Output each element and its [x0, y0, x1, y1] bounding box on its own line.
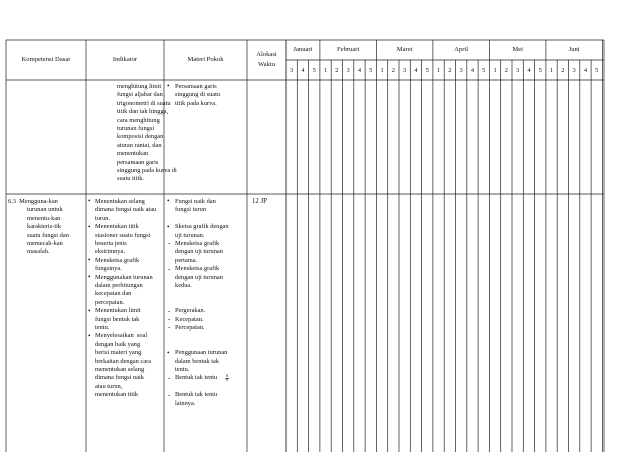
bullet-icon: •	[167, 82, 170, 91]
bullet-icon: •	[167, 197, 170, 206]
row2-materi-line: lainnya.	[175, 399, 196, 407]
header-kompetensi: Kompetensi Dasar	[21, 56, 71, 63]
week-number-label: 3	[403, 67, 407, 74]
row1-indikator-line: menghitung limit	[117, 83, 162, 90]
week-number-label: 4	[301, 67, 305, 74]
week-number-label: 3	[459, 67, 463, 74]
row2-materi-line: kedua.	[175, 282, 192, 289]
dash-marker-icon: -	[168, 239, 171, 248]
dash-marker-icon: -	[168, 323, 171, 332]
bullet-icon: •	[88, 273, 91, 281]
row2-materi-line: dengan uji turunan	[175, 248, 223, 256]
row2-indikator-line: dengan baik yang	[95, 340, 141, 348]
week-number-label: 2	[504, 67, 508, 74]
week-number-label: 5	[482, 67, 486, 74]
row2-materi-line: Mensketsa grafik	[175, 240, 220, 247]
row1-indikator-line: komposisi dengan	[117, 133, 164, 141]
row1-indikator-line: fungsi aljabar dan	[117, 91, 163, 99]
row2-indikator-line: tentu.	[95, 324, 110, 331]
row2-indikator-line: berisi materi yang	[95, 349, 142, 357]
row2-alokasi-value: 12 JP	[252, 198, 267, 205]
row2-indikator-line: beserta jenis	[95, 240, 127, 247]
row2-indikator-line: menentukan selang	[95, 366, 145, 373]
row2-materi-line: Bentuk tak tentu	[175, 374, 218, 382]
row2-indikator-line: Menentukan limit	[95, 307, 141, 315]
row2-kompetensi-line: suatu fungsi dan	[27, 231, 69, 239]
month-label-april: April	[454, 46, 469, 53]
row2-materi-line: Pergerakan.	[175, 307, 206, 315]
bullet-icon: •	[88, 197, 91, 206]
week-number-label: 5	[369, 67, 373, 74]
row2-indikator-line: turun.	[95, 214, 111, 222]
row1-indikator-line: titik dan tak hingga,	[117, 108, 169, 116]
week-number-label: 1	[493, 67, 497, 74]
dash-marker-icon: -	[168, 373, 171, 382]
row2-materi-line: Penggunaan turunan	[175, 349, 228, 357]
bullet-icon: •	[88, 222, 91, 231]
row2-materi-line: dalam bentuk tak	[175, 357, 220, 365]
row2-indikator-line: Menentukan titik	[95, 223, 139, 231]
row1-indikator-line: suatu titik.	[117, 175, 144, 183]
bullet-icon: •	[88, 306, 91, 315]
row2-kompetensi-line: masalah.	[27, 248, 50, 256]
row2-indikator-line: dalam perhitungan	[95, 282, 143, 289]
header-alokasi-1: Alokasi	[256, 51, 277, 58]
row2-kompetensi-line: menentu-kan	[27, 214, 61, 222]
row2-indikator-line: menentukan titik	[95, 391, 139, 399]
month-label-januari: Januari	[293, 46, 313, 53]
row2-materi-line: Fungsi naik dan	[175, 198, 216, 205]
dash-marker-icon: -	[168, 390, 171, 399]
row2-materi-line: Sketsa grafik dengan	[175, 223, 229, 231]
week-number-label: 4	[583, 67, 588, 74]
week-number-label: 4	[414, 67, 418, 74]
fraction-numerator: 0	[225, 372, 229, 378]
week-number-label: 5	[312, 67, 316, 74]
row2-materi-line: Kecepatan.	[175, 315, 204, 323]
week-number-label: 1	[380, 67, 384, 74]
row2-materi-line: uji turunan.	[175, 231, 205, 239]
row2-indikator-line: stasioner suatu fungsi	[95, 231, 151, 239]
row2-materi-line: fungsi turun	[175, 206, 207, 214]
row1-indikator-line: aturan rantai, dan	[117, 141, 162, 149]
bullet-icon: •	[88, 331, 91, 340]
week-number-label: 2	[335, 67, 339, 74]
row1-materi-line: titik pada kurva.	[175, 99, 217, 107]
bullet-icon: •	[167, 348, 170, 357]
week-number-label: 3	[346, 67, 350, 74]
row2-indikator-line: fungsi bentuk tak	[95, 315, 140, 323]
row1-indikator-line: turunan fungsi	[117, 125, 155, 132]
week-number-label: 3	[572, 67, 576, 74]
row2-indikator-line: dimana fungsi naik atau	[95, 206, 157, 214]
row2-materi-line: Percepatan.	[175, 324, 205, 331]
row2-indikator-line: atau turun,	[95, 382, 123, 390]
dash-marker-icon: -	[168, 264, 171, 273]
month-label-maret: Maret	[396, 46, 413, 53]
row1-indikator-line: singgung pada kurva di	[117, 167, 177, 174]
bullet-icon: •	[88, 256, 91, 265]
row2-materi-line: Mensketsa grafik	[175, 265, 220, 273]
week-number-label: 5	[425, 67, 429, 74]
row2-indikator-line: Menentukan selang	[95, 198, 145, 205]
row1-materi-line: singgung di suatu	[175, 91, 221, 99]
row2-indikator-line: Menyelesaikan soal	[95, 332, 148, 340]
row2-indikator-line: percepatan.	[95, 298, 125, 306]
dash-marker-icon: -	[168, 306, 171, 315]
bullet-icon: •	[167, 222, 170, 231]
week-number-label: 2	[391, 67, 395, 74]
row2-indikator-line: berkaitan dengan cara	[95, 357, 152, 365]
row2-kompetensi-line: turunan untuk	[27, 206, 63, 214]
row2-kompetensi-line: memecah-kan	[27, 240, 63, 247]
month-label-februari: Februari	[336, 46, 360, 53]
header-materi: Materi Pokok	[187, 56, 224, 63]
week-number-label: 4	[527, 67, 531, 74]
week-number-label: 3	[516, 67, 520, 74]
week-number-label: 1	[323, 67, 328, 74]
header-alokasi-2: Waktu	[257, 61, 276, 68]
week-number-label: 1	[549, 67, 554, 74]
dash-marker-icon: -	[168, 315, 171, 323]
row1-indikator-line: trigonometri di suatu	[117, 99, 171, 107]
week-number-label: 5	[595, 67, 599, 74]
row2-indikator-line: dimana fungsi naik	[95, 374, 144, 382]
row2-indikator-line: Menggunakan turunan	[95, 273, 153, 281]
row1-indikator-line: cara menghitung	[117, 116, 160, 124]
row2-indikator-line: ekstrimnya.	[95, 248, 125, 256]
row2-materi-line: dengan uji turunan	[175, 273, 223, 281]
row2-kompetensi-line: karakteris-tik	[27, 223, 62, 231]
row2-materi-line: pertama.	[175, 256, 198, 264]
month-label-juni: Juni	[568, 46, 580, 53]
week-number-label: 4	[470, 67, 475, 74]
row2-kompetensi-line: 6.3 Mengguna-kan	[8, 198, 58, 205]
row2-indikator-line: Mensketsa grafik	[95, 256, 140, 264]
week-number-label: 5	[538, 67, 542, 74]
row2-materi-line: Bentuk tak tentu	[175, 391, 218, 399]
row1-indikator-line: menentukan	[117, 150, 149, 158]
row2-materi-line: tentu.	[175, 366, 190, 373]
week-number-label: 1	[436, 67, 441, 74]
week-number-label: 2	[448, 67, 452, 74]
header-indikator: Indikator	[112, 56, 138, 63]
row2-indikator-line: fungsinya.	[95, 265, 122, 273]
row1-indikator-line: persamaan garis	[117, 158, 159, 166]
row2-indikator-line: kecepatan dan	[95, 290, 132, 298]
week-number-label: 4	[357, 67, 362, 74]
week-number-label: 3	[290, 67, 294, 74]
month-label-mei: Mei	[512, 46, 523, 53]
week-number-label: 2	[561, 67, 565, 74]
fraction-denominator: 0	[225, 377, 229, 383]
row1-materi-line: Persamaan garis	[175, 83, 217, 90]
